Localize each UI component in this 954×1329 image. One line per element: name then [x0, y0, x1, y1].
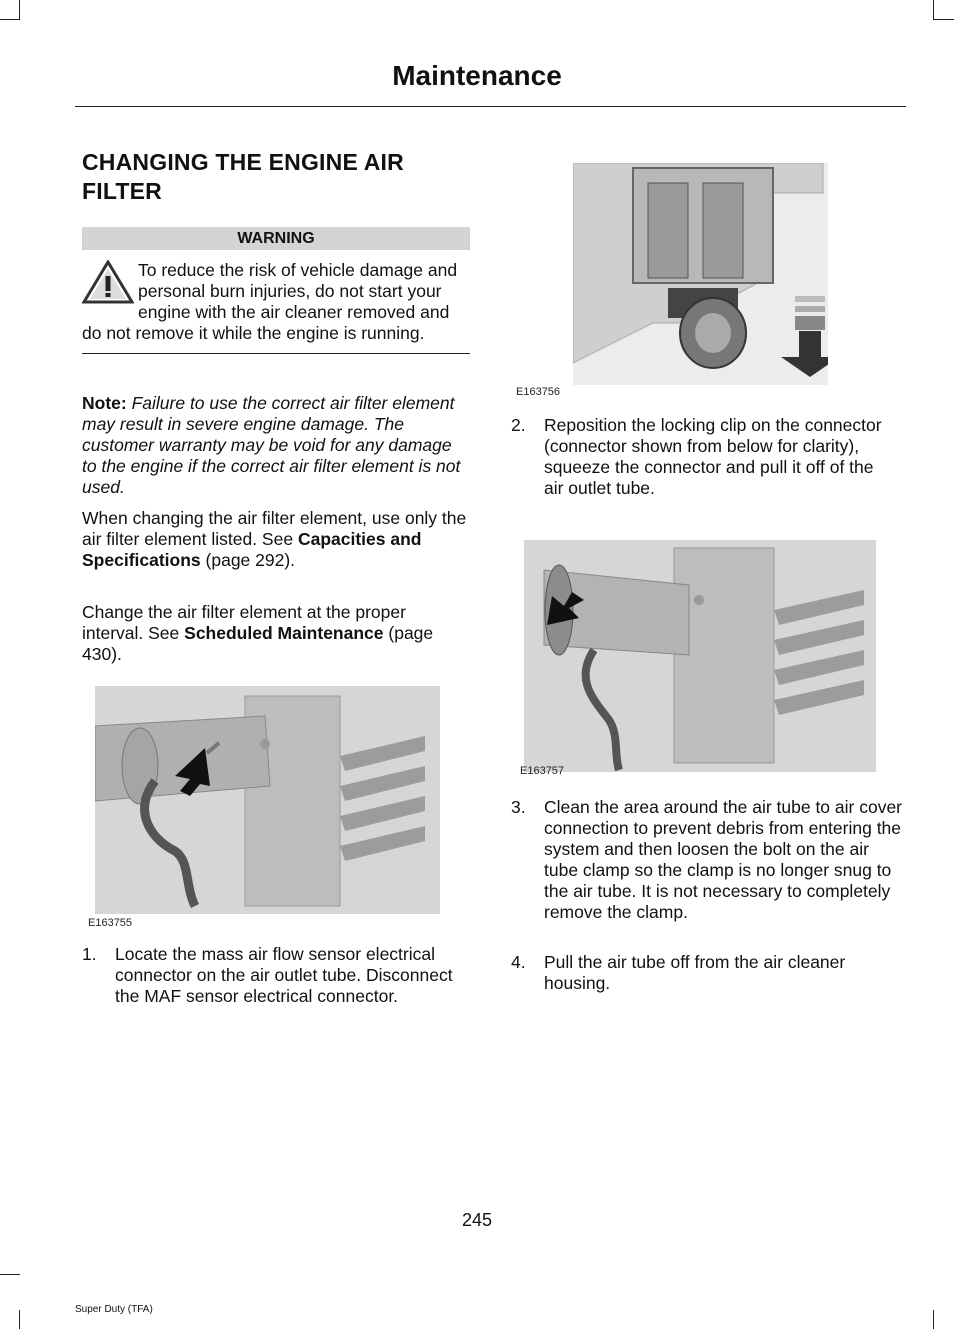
warning-text: To reduce the risk of vehicle damage and personal burn injuries, do not start your engine with the air cleaner removed and do not remove it while the engine is running. — [82, 260, 458, 343]
step-text: Reposition the locking clip on the connector (connector shown from below for clarity), squeeze the connector and pull it off of the air outlet tube. — [544, 415, 882, 498]
note-text: Failure to use the correct air filter element may result in severe engine damage. The customer warranty may be void for any damage to the engine if the correct air filter element is not used. — [82, 393, 461, 497]
warning-box — [82, 227, 470, 354]
warning-divider — [82, 353, 470, 354]
step-number: 4. — [511, 952, 526, 972]
filter-element-paragraph — [82, 508, 472, 571]
figure-caption-3: E163757 — [520, 765, 565, 777]
para1-text: When changing the air filter element, use only the air filter element listed. See — [82, 508, 467, 549]
engine-illustration — [95, 686, 440, 914]
warning-body — [82, 250, 470, 354]
crop-mark — [933, 1310, 934, 1329]
para2-text: Change the air filter element at the proper interval. See — [82, 602, 406, 643]
interval-paragraph — [82, 602, 472, 665]
page-title: Maintenance — [392, 60, 562, 91]
crop-mark — [0, 19, 20, 20]
step-text: Locate the mass air flow sensor electrical connector on the air outlet tube. Disconnect the MAF sensor electrical connector. — [115, 944, 453, 1006]
air-tube-illustration — [524, 540, 876, 772]
para2-page: (page 430). — [82, 623, 434, 664]
crop-mark — [19, 1310, 20, 1329]
figure-maf-connector — [95, 686, 440, 914]
step-text: Pull the air tube off from the air cleaner housing. — [544, 952, 846, 993]
page-number: 245 — [461, 1210, 493, 1230]
crop-mark — [933, 0, 934, 20]
footer-model: Super Duty (TFA) — [75, 1304, 153, 1315]
crop-mark — [934, 19, 954, 20]
step-text: Clean the area around the air tube to air cover connection to prevent debris from entering the system and then loosen the bolt on the air tube clamp so the clamp is no longer snug to the air tube. It is not necessary to completely remove the clamp. — [544, 797, 902, 922]
note-paragraph — [82, 393, 470, 498]
warning-heading: WARNING — [82, 227, 470, 250]
step-number: 3. — [511, 797, 526, 817]
section-title: CHANGING THE ENGINE AIR FILTER — [82, 149, 404, 204]
warning-triangle-icon — [82, 260, 134, 304]
para1-page: (page 292). — [205, 550, 296, 570]
figure-connector-below — [573, 163, 828, 385]
figure-caption-2: E163756 — [516, 386, 561, 398]
scheduled-maintenance-link[interactable]: Scheduled Maintenance — [184, 623, 384, 643]
step-number: 2. — [511, 415, 526, 435]
capacities-link[interactable]: Capacities and Specifications — [82, 529, 422, 570]
crop-mark — [0, 1274, 20, 1275]
step-number: 1. — [82, 944, 97, 964]
figure-air-tube-clamp — [524, 540, 876, 772]
figure-caption-1: E163755 — [88, 917, 133, 929]
connector-illustration — [573, 163, 828, 385]
note-label: Note: — [82, 393, 127, 413]
header-divider — [75, 106, 906, 107]
section-heading-wrap — [82, 148, 470, 206]
crop-mark — [19, 0, 20, 20]
